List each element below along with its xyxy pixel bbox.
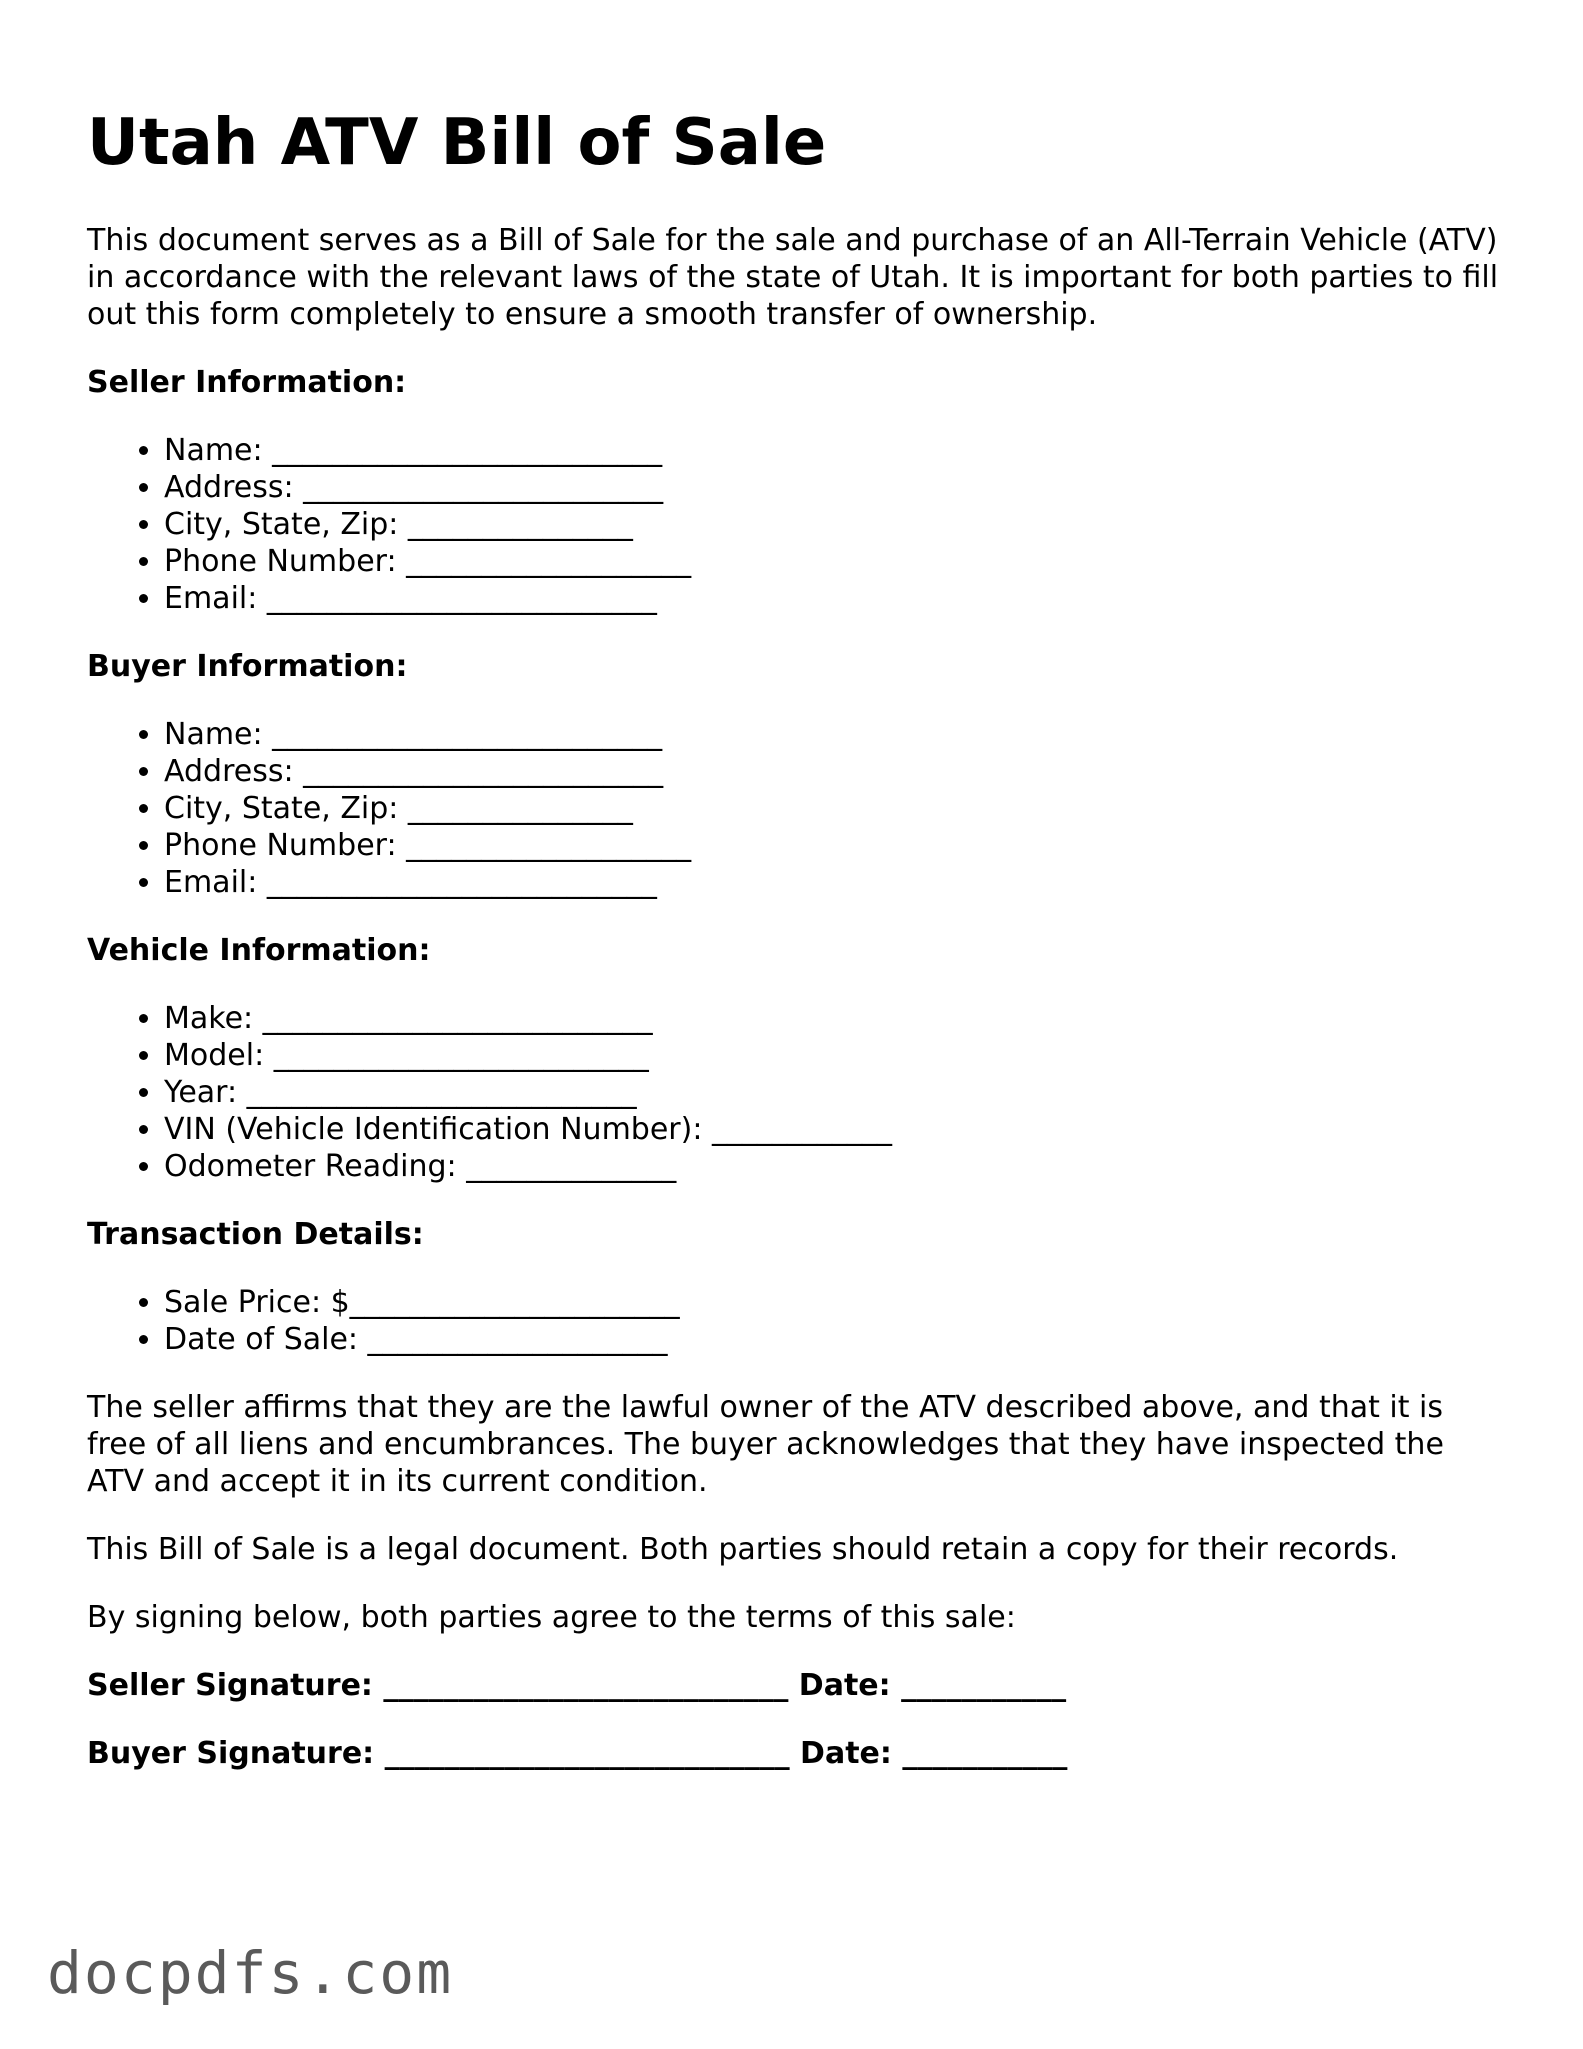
buyer-email-field: • Email: __________________________ xyxy=(164,864,1507,901)
seller-email-field: • Email: __________________________ xyxy=(164,580,1507,617)
date-of-sale-field: • Date of Sale: ____________________ xyxy=(164,1321,1507,1358)
seller-address-field: • Address: ________________________ xyxy=(164,469,1507,506)
buyer-address-field: • Address: ________________________ xyxy=(164,753,1507,790)
seller-signature-line: Seller Signature: ___________________________ Date: ___________ xyxy=(87,1667,1067,1703)
sale-price-field: • Sale Price: $______________________ xyxy=(164,1284,1507,1321)
seller-section-heading: Seller Information: xyxy=(87,364,407,400)
legal-note-paragraph: This Bill of Sale is a legal document. Both parties should retain a copy for their records. xyxy=(87,1531,1399,1567)
vehicle-vin-field: • VIN (Vehicle Identification Number): ____________ xyxy=(164,1111,1507,1148)
seller-name-field: • Name: __________________________ xyxy=(164,432,1507,469)
buyer-field-list xyxy=(87,716,1507,901)
buyer-phone-field: • Phone Number: ___________________ xyxy=(164,827,1507,864)
watermark: docpdfs.com xyxy=(47,1939,454,2007)
document-page xyxy=(87,105,1507,1803)
transaction-field-list xyxy=(87,1284,1507,1358)
seller-city-state-zip-field: • City, State, Zip: _______________ xyxy=(164,506,1507,543)
vehicle-model-field: • Model: _________________________ xyxy=(164,1037,1507,1074)
affirmation-paragraph: The seller affirms that they are the lawful owner of the ATV described above, and that it is free of all liens and encumbrances. The buyer acknowledges that they have inspected the ATV and accept it in its current condition. xyxy=(87,1389,1444,1499)
transaction-section-heading: Transaction Details: xyxy=(87,1216,424,1252)
buyer-city-state-zip-field: • City, State, Zip: _______________ xyxy=(164,790,1507,827)
vehicle-section-heading: Vehicle Information: xyxy=(87,932,431,968)
vehicle-odometer-field: • Odometer Reading: ______________ xyxy=(164,1148,1507,1185)
buyer-signature-line: Buyer Signature: ___________________________ Date: ___________ xyxy=(87,1735,1068,1771)
vehicle-year-field: • Year: __________________________ xyxy=(164,1074,1507,1111)
intro-paragraph: This document serves as a Bill of Sale for the sale and purchase of an All-Terrain Vehicle (ATV) in accordance with the relevant laws of the state of Utah. It is important for both parties to fill out this form completely to ensure a smooth transfer of ownership. xyxy=(87,222,1499,332)
buyer-section-heading: Buyer Information: xyxy=(87,648,408,684)
agreement-paragraph: By signing below, both parties agree to the terms of this sale: xyxy=(87,1599,1016,1635)
seller-phone-field: • Phone Number: ___________________ xyxy=(164,543,1507,580)
vehicle-make-field: • Make: __________________________ xyxy=(164,1000,1507,1037)
vehicle-field-list xyxy=(87,1000,1507,1185)
seller-field-list xyxy=(87,432,1507,617)
buyer-name-field: • Name: __________________________ xyxy=(164,716,1507,753)
document-title: Utah ATV Bill of Sale xyxy=(87,106,827,180)
